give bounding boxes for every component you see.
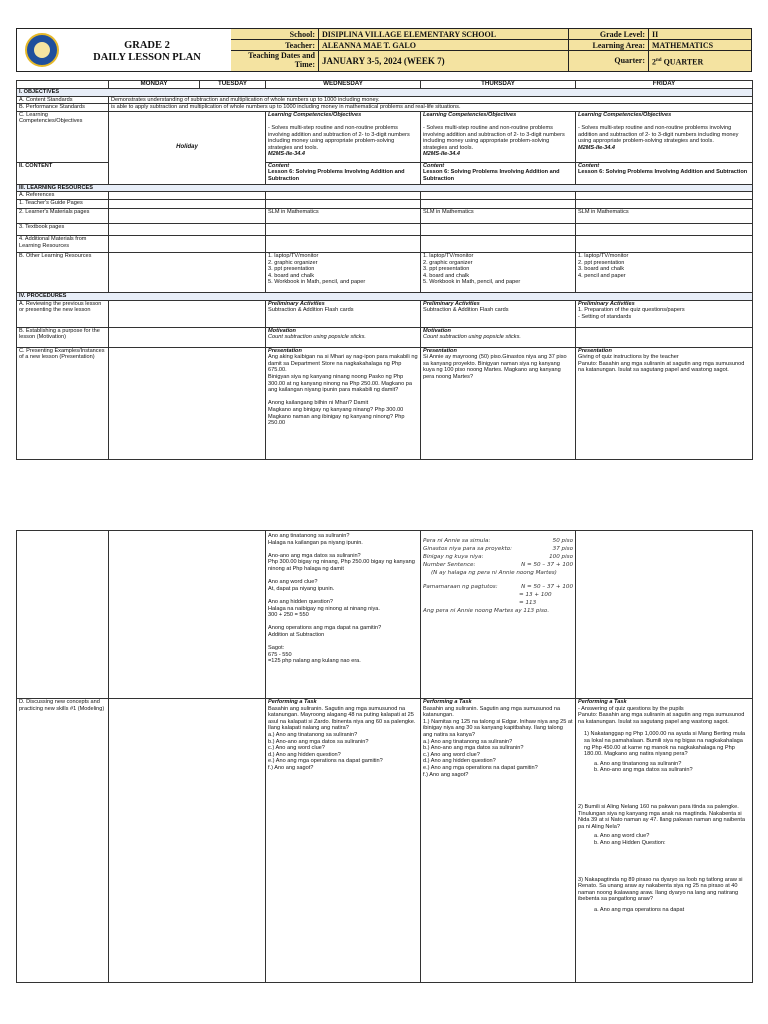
purpose-label: B. Establishing a purpose for the lesson (Motivation) (17, 327, 109, 347)
performance-standards-text: is able to apply subtraction and multiplication of whole numbers up to 1000 including money in mathematical problems and real-life situations. (109, 104, 753, 112)
performance-standards-label: B. Performance Standards (17, 104, 109, 112)
hw-value: = 113 (519, 600, 537, 606)
competencies-friday (576, 111, 753, 162)
lc-code: M2MS-IIe-34.4 (578, 144, 615, 151)
content-lesson: Lesson 6: Solving Problems Involving Addition and Subtraction (423, 169, 560, 182)
presentation-text: Ang aking kaibigan na si Mhari ay nag-ipon para makabili ng damit sa Department Store na nagkakahalaga ng Php 675.00. Binigyan siya ng kanyang ninang noong Pasko ng Php 300.00 at ng kanyang ninong na Php 250.00. Magkano pa ang kailangan niyang ipunin para makabili ng damit? Anong kailangang bilhin ni Mhari? Damit Magkano ang binigay ng kanyang ninang? Php 300.00 Magkano naman ang ibinigay ng kanyang ninong? Php 250.00 (268, 354, 418, 427)
hw-line: Number Sentence: (423, 562, 476, 568)
quiz-question-1: 1) Nakatanggap ng Php 1,000.00 na ayuda si Mang Berting mula sa lokal na pamahalaan. Bumili siya ng bigas na nagkakahalaga ng Php 450.00 at karne ng manok na nagkakahalaga ng Php 180.00. Magkano ang natira niyang pera? (584, 731, 746, 758)
presentation-heading: Presentation (423, 347, 457, 354)
competencies-wednesday (266, 111, 421, 162)
content-heading: Content (578, 162, 600, 169)
competencies-label: C. Learning Competencies/Objectives (17, 111, 109, 162)
quiz-item: a. Ano ang word clue? (594, 833, 650, 840)
hw-line: Pamamaraan ng pagtutos: (423, 584, 498, 590)
materials-thursday: 1. laptop/TV/monitor 2. graphic organizer 3. ppt presentation 4. board and chalk 5. Workbook in Math, pencil, and paper (421, 252, 576, 292)
content-wednesday (266, 162, 421, 184)
lc-code: M2MS-IIe-34.4 (268, 151, 305, 158)
presentation-thursday (421, 347, 576, 459)
header-info-grid (231, 29, 751, 71)
prelim-wednesday (266, 300, 421, 327)
dates-label: Teaching Dates and Time: (231, 51, 319, 71)
quiz-item: a. Ano ang mga operations na dapat (594, 906, 685, 913)
quarter-suffix: nd (656, 58, 662, 63)
tg-pages-label: 1. Teacher's Guide Pages (17, 199, 109, 208)
hw-value: = 13 + 100 (519, 592, 552, 598)
quiz-item: b. Ano ang Hidden Question: (594, 839, 666, 846)
hw-value: 50 piso (552, 538, 573, 544)
presentation-heading: Presentation (578, 347, 612, 354)
quiz-item: a. Ano ang tinatanong sa suliranin? (594, 760, 682, 767)
content-standards-label: A. Content Standards (17, 96, 109, 104)
lc-heading: Learning Competencies/Objectives (423, 111, 517, 118)
presentation-text: Si Annie ay mayroong (50) piso.Ginastos niya ang 37 piso sa kanyang proyekto. Binigyan naman siya ng kanyang kuya ng 100 piso noong Martes. Magkano ang kanyang pera noong Martes? (423, 354, 567, 380)
presentation-wednesday-continued: Ano ang tinatanong sa suliranin? Halaga na kailangan pa niyang ipunin. Ano-ano ang mga datos sa suliranin? Php 300.00 bigay ng ninang, Php 250.00 bigay ng kanyang ninong at Php halaga ng damit Ano ang word clue? At, dapat pa niyang ipunin. Ano ang hidden question? Halaga na naibigay ng ninong at ninang niya. 300 + 250 = 550 Anong operations ang mga dapat na gamitin? Addition at Subtraction Sagot: 675 - 550 =125 php nalang ang kulang nao era. (266, 531, 421, 699)
day-wednesday: WEDNESDAY (266, 81, 421, 89)
references-label: A. References (17, 192, 109, 200)
lc-code: M2MS-IIe-34.4 (423, 151, 460, 158)
quarter-label: Quarter: (569, 51, 649, 71)
hw-line: Ang pera ni Annie noong Martes ay 113 piso. (423, 608, 550, 614)
motivation-wednesday (266, 327, 421, 347)
section-content: II. CONTENT (17, 162, 109, 184)
area-value: MATHEMATICS (649, 40, 751, 51)
hw-value: 100 piso (549, 554, 573, 560)
content-lesson: Lesson 6: Solving Problems Involving Addition and Subtraction (268, 169, 405, 182)
content-standards-text: Demonstrates understanding of subtraction and multiplication of whole numbers up to 1000 including money. (109, 96, 753, 104)
hw-value: N = 50 – 37 + 100 (521, 562, 573, 568)
presentation-wednesday (266, 347, 421, 459)
hw-value: 37 piso (552, 546, 573, 552)
materials-friday: 1. laptop/TV/monitor 2. ppt presentation 3. board and chalk 4. pencil and paper (576, 252, 753, 292)
lc-heading: Learning Competencies/Objectives (578, 111, 672, 118)
hw-line: Binigay ng kuya niya: (423, 554, 484, 560)
motivation-thursday (421, 327, 576, 347)
presentation-friday (576, 347, 753, 459)
section-objectives: I. OBJECTIVES (17, 89, 753, 97)
lesson-plan-header (16, 28, 752, 72)
lm-pages-label: 2. Learner's Materials pages (17, 208, 109, 223)
lc-text: - Solves multi-step routine and non-routine problems involving addition and subtraction of 2- to 3-digit numbers including money using appropriate problem-solving strategies and tools. (268, 124, 410, 151)
presenting-label: C. Presenting Examples/Instances of a new lesson (Presentation) (17, 347, 109, 459)
hw-line: Ginastos niya para sa proyekto: (423, 546, 513, 552)
prelim-text: 1. Preparation of the quiz questions/papers - Setting of standards (578, 307, 685, 320)
task-friday (576, 699, 753, 983)
school-label: School: (231, 29, 319, 40)
section-procedures: IV. PROCEDURES (17, 292, 753, 300)
presentation-text: Giving of quiz instructions by the teacher Panuto: Basahin ang mga suliranin at sagutin ang mga sumusunod na katanungan. Isulat sa sagutang papel and wastong sagot. (578, 354, 745, 374)
lm-thursday: SLM in Mathematics (421, 208, 576, 223)
hw-value: N = 50 – 37 + 100 (521, 584, 573, 590)
motivation-heading: Motivation (268, 327, 296, 334)
quiz-item: b. Ano-ano ang mga datos sa suliranin? (594, 767, 693, 774)
day-friday: FRIDAY (576, 81, 753, 89)
grade-label: Grade Level: (569, 29, 649, 40)
prelim-thursday (421, 300, 576, 327)
task-wednesday (266, 699, 421, 983)
handwritten-solution-text (423, 537, 573, 615)
prelim-heading: Preliminary Activities (423, 300, 480, 307)
prelim-heading: Preliminary Activities (578, 300, 635, 307)
hw-line: Pera ni Annie sa simula: (423, 538, 491, 544)
teacher-value: ALEANNA MAE T. GALO (319, 40, 569, 51)
task-intro: - Answering of quiz questions by the pupils Panuto: Basahin ang mga suliranin at sagutin ang mga sumusunod na katanungan. Isulat sa sagutang papel ang wastong sagot. (578, 705, 745, 725)
task-heading: Performing a Task (268, 699, 317, 705)
additional-label: 4. Additional Materials from Learning Resources (17, 235, 109, 252)
task-text: Basahin ang suliranin. Sagutin ang mga sumusunod na katanungan. 1.) Namitas ng 125 na talong si Edgar. Inihaw niya ang 25 at ibinigay niya ang 30 sa kanyang kapitbahay. Ilang talong ang natira sa kanya? a.) Ano ang tinatanong sa suliranin? b.) Ano-ano ang mga datos sa suliranin? c.) Ano ang word clue? d.) Ano ang hidden question? e.) Ano ang mga operations na dapat gamitin? f.) Ano ang sagot? (423, 705, 573, 778)
task-heading: Performing a Task (423, 699, 472, 705)
header-title-block (17, 29, 232, 71)
day-header-row (17, 81, 753, 89)
school-value: DISIPLINA VILLAGE ELEMENTARY SCHOOL (319, 29, 569, 40)
content-lesson: Lesson 6: Solving Problems Involving Addition and Subtraction (578, 169, 748, 176)
prelim-text: Subtraction & Addition Flash cards (423, 307, 509, 314)
quarter-number: 2 (652, 57, 656, 67)
task-text: Basahin ang suliranin. Sagutin ang mga sumusunod na katanungan. Mayroong alagang 48 na puting kalapati at 25 asul na kalapati si Zardo. Ibinenta niya ang 60 sa palengke. Ilang kalapati nalang ang natira? a.) Ano ang tinatanong sa suliranin? b.) Ano-ano ang mga datos sa suliranin? c.) Ano ang word clue? d.) Ano ang hidden question? e.) Ano ang mga operations na dapat gamitin? f.) Ano ang sagot? (268, 705, 416, 771)
school-seal-icon (25, 33, 59, 67)
motivation-heading: Motivation (423, 327, 451, 334)
motivation-text: Count subtraction using popsicle sticks. (423, 334, 521, 341)
quiz-question-3: 3) Nakapagtinda ng 89 piraso na dyaryo sa loob ng tatlong araw si Renato. Sa unang araw ay nakabenta siya ng 25 na piraso at 40 naman noong ikalawang araw. Ilang dyaryo na lang ang natirang ibebenta sa pangatlong araw? (578, 876, 743, 903)
lm-wednesday: SLM in Mathematics (266, 208, 421, 223)
lc-text: - Solves multi-step routine and non-routine problems involving addition and subtraction of 2- to 3-digit numbers including money using appropriate problem-solving strategies and tools. (423, 124, 565, 151)
quiz-question-2: 2) Bumili si Aling Nelang 160 na pakwan para itinda sa palengke. Tinulungan siya ng kanyang mga anak na magtinda. Nakabenta si Nida 39 at si Nato naman ay 47. Ilang pakwan naman ang naibenta pa ni Aling Nela? (578, 803, 745, 830)
handwritten-solution (421, 531, 576, 699)
discussing-label: D. Discussing new concepts and practicing new skills #1 (Modeling) (17, 699, 109, 983)
holiday-cell: Holiday (109, 111, 266, 184)
quarter-word: QUARTER (663, 57, 704, 67)
presentation-heading: Presentation (268, 347, 302, 354)
grade-title: GRADE 2 (124, 40, 170, 51)
dates-value: JANUARY 3-5, 2024 (WEEK 7) (319, 51, 569, 71)
content-heading: Content (268, 162, 290, 169)
teacher-label: Teacher: (231, 40, 319, 51)
content-heading: Content (423, 162, 445, 169)
day-thursday: THURSDAY (421, 81, 576, 89)
content-friday (576, 162, 753, 184)
task-heading: Performing a Task (578, 699, 627, 705)
area-label: Learning Area: (569, 40, 649, 51)
review-label: A. Reviewing the previous lesson or presenting the new lesson (17, 300, 109, 327)
textbook-label: 3. Textbook pages (17, 223, 109, 235)
prelim-heading: Preliminary Activities (268, 300, 325, 307)
competencies-thursday (421, 111, 576, 162)
day-monday: MONDAY (109, 81, 200, 89)
corner-cell (17, 81, 109, 89)
page-2-table (16, 530, 752, 983)
day-tuesday: TUESDAY (200, 81, 266, 89)
lc-heading: Learning Competencies/Objectives (268, 111, 362, 118)
section-resources: III. LEARNING RESOURCES (17, 184, 753, 192)
prelim-friday (576, 300, 753, 327)
other-resources-label: B. Other Learning Resources (17, 252, 109, 292)
task-thursday (421, 699, 576, 983)
lm-friday: SLM in Mathematics (576, 208, 753, 223)
lc-text: - Solves multi-step routine and non-routine problems involving addition and subtraction of 2- to 3-digit numbers including money using appropriate problem-solving strategies and tools. (578, 124, 739, 145)
hw-line: (N ay halaga ng pera ni Annie noong Martes) (431, 570, 557, 576)
plan-title: DAILY LESSON PLAN (93, 52, 201, 63)
quarter-value (649, 51, 751, 71)
page-1-table (16, 80, 752, 460)
content-thursday (421, 162, 576, 184)
prelim-text: Subtraction & Addition Flash cards (268, 307, 354, 314)
materials-wednesday: 1. laptop/TV/monitor 2. graphic organizer 3. ppt presentation 4. board and chalk 5. Workbook in Math, pencil, and paper (266, 252, 421, 292)
grade-value: II (649, 29, 751, 40)
motivation-text: Count subtraction using popsicle sticks. (268, 334, 366, 341)
